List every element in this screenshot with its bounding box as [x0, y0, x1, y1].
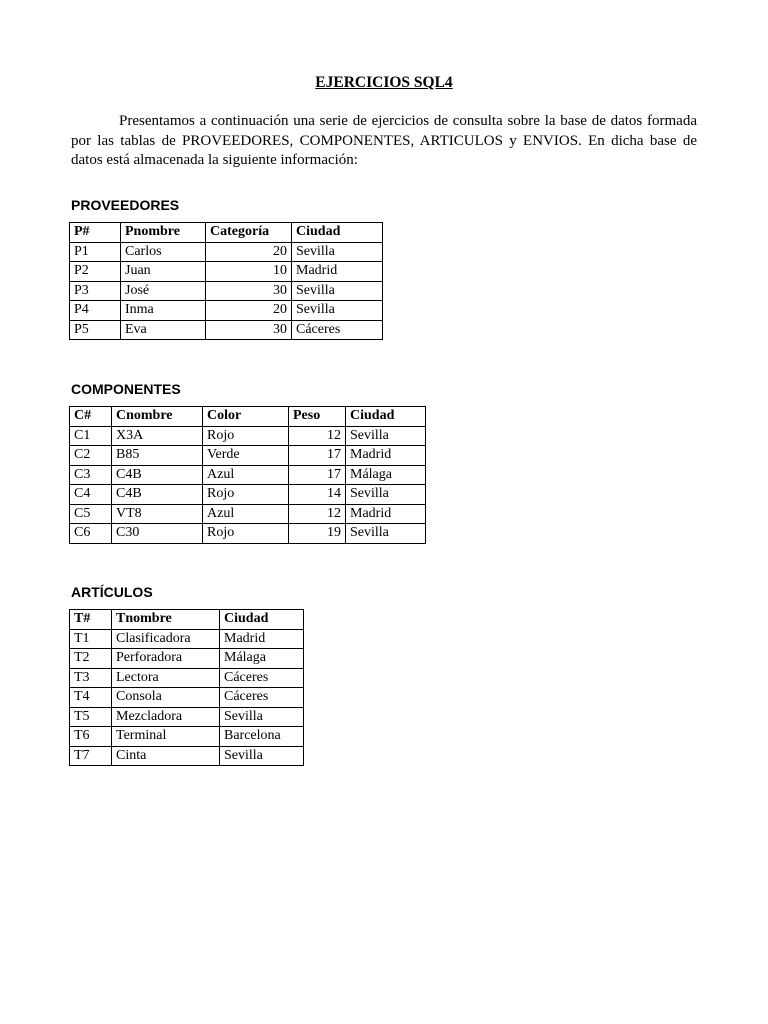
table-cell: Cinta: [112, 746, 220, 766]
table-cell: 17: [289, 446, 346, 466]
table-row: [70, 242, 383, 262]
table-row: [70, 629, 304, 649]
document-title: EJERCICIOS SQL4: [315, 74, 453, 91]
table-row: [70, 746, 304, 766]
table-cell: Rojo: [203, 485, 289, 505]
table-cell: Sevilla: [346, 524, 426, 544]
table-cell: T3: [70, 668, 112, 688]
table-row: [70, 301, 383, 321]
table-row: [70, 281, 383, 301]
table-cell: 12: [289, 426, 346, 446]
table-cell: Sevilla: [220, 707, 304, 727]
table-header-row: [70, 223, 383, 243]
table-cell: Madrid: [346, 446, 426, 466]
table-row: [70, 504, 426, 524]
table-row: [70, 649, 304, 669]
table-cell: P4: [70, 301, 121, 321]
table-cell: T4: [70, 688, 112, 708]
table-cell: P5: [70, 320, 121, 340]
table-cell: P3: [70, 281, 121, 301]
table-cell: Barcelona: [220, 727, 304, 747]
column-header: Tnombre: [112, 610, 220, 630]
table-cell: C4: [70, 485, 112, 505]
articulos-heading: ARTÍCULOS: [71, 584, 153, 600]
column-header: Peso: [289, 407, 346, 427]
column-header: Color: [203, 407, 289, 427]
articulos-table: [69, 609, 304, 766]
table-cell: Madrid: [220, 629, 304, 649]
table-cell: Madrid: [346, 504, 426, 524]
table-cell: 30: [206, 320, 292, 340]
componentes-table: [69, 406, 426, 544]
table-cell: 10: [206, 262, 292, 282]
table-row: [70, 688, 304, 708]
table-cell: T5: [70, 707, 112, 727]
column-header: Ciudad: [220, 610, 304, 630]
table-cell: Consola: [112, 688, 220, 708]
table-row: [70, 727, 304, 747]
table-cell: Eva: [121, 320, 206, 340]
column-header: P#: [70, 223, 121, 243]
table-cell: C4B: [112, 485, 203, 505]
table-cell: Perforadora: [112, 649, 220, 669]
table-cell: T1: [70, 629, 112, 649]
table-cell: 12: [289, 504, 346, 524]
table-row: [70, 668, 304, 688]
table-cell: Cáceres: [220, 688, 304, 708]
table-cell: C5: [70, 504, 112, 524]
table-cell: Cáceres: [292, 320, 383, 340]
table-cell: C6: [70, 524, 112, 544]
table-cell: T2: [70, 649, 112, 669]
table-cell: P1: [70, 242, 121, 262]
table-cell: Terminal: [112, 727, 220, 747]
table-cell: VT8: [112, 504, 203, 524]
table-cell: Lectora: [112, 668, 220, 688]
table-row: [70, 485, 426, 505]
column-header: C#: [70, 407, 112, 427]
table-cell: 14: [289, 485, 346, 505]
table-cell: Sevilla: [292, 281, 383, 301]
table-cell: C4B: [112, 465, 203, 485]
table-row: [70, 524, 426, 544]
column-header: Ciudad: [292, 223, 383, 243]
table-cell: X3A: [112, 426, 203, 446]
table-cell: Sevilla: [346, 485, 426, 505]
table-cell: T6: [70, 727, 112, 747]
column-header: T#: [70, 610, 112, 630]
table-cell: 30: [206, 281, 292, 301]
column-header: Pnombre: [121, 223, 206, 243]
table-cell: Málaga: [220, 649, 304, 669]
table-cell: 19: [289, 524, 346, 544]
table-cell: C2: [70, 446, 112, 466]
column-header: Categoría: [206, 223, 292, 243]
table-row: [70, 262, 383, 282]
table-cell: P2: [70, 262, 121, 282]
table-cell: Azul: [203, 504, 289, 524]
table-cell: Carlos: [121, 242, 206, 262]
table-cell: 17: [289, 465, 346, 485]
table-row: [70, 707, 304, 727]
proveedores-table: [69, 222, 383, 340]
proveedores-heading: PROVEEDORES: [71, 197, 180, 213]
table-cell: C1: [70, 426, 112, 446]
table-cell: T7: [70, 746, 112, 766]
table-row: [70, 465, 426, 485]
table-cell: 20: [206, 301, 292, 321]
table-cell: B85: [112, 446, 203, 466]
table-header-row: [70, 610, 304, 630]
column-header: Cnombre: [112, 407, 203, 427]
table-cell: Juan: [121, 262, 206, 282]
intro-paragraph: Presentamos a continuación una serie de ejercicios de consulta sobre la base de datos formada por las tablas de PROVEEDORES, COMPONENTES, ARTICULOS y ENVIOS. En dicha base de datos está almacenada la siguiente información:: [71, 113, 697, 168]
table-cell: Rojo: [203, 426, 289, 446]
table-cell: Verde: [203, 446, 289, 466]
table-cell: Sevilla: [220, 746, 304, 766]
table-cell: 20: [206, 242, 292, 262]
table-cell: Sevilla: [292, 301, 383, 321]
table-cell: Sevilla: [346, 426, 426, 446]
table-cell: Sevilla: [292, 242, 383, 262]
table-cell: Málaga: [346, 465, 426, 485]
table-cell: Inma: [121, 301, 206, 321]
table-cell: José: [121, 281, 206, 301]
table-row: [70, 446, 426, 466]
column-header: Ciudad: [346, 407, 426, 427]
table-header-row: [70, 407, 426, 427]
componentes-heading: COMPONENTES: [71, 381, 181, 397]
table-cell: Clasificadora: [112, 629, 220, 649]
table-row: [70, 320, 383, 340]
table-cell: Cáceres: [220, 668, 304, 688]
table-cell: Azul: [203, 465, 289, 485]
table-cell: C30: [112, 524, 203, 544]
table-cell: Rojo: [203, 524, 289, 544]
table-cell: Madrid: [292, 262, 383, 282]
table-cell: Mezcladora: [112, 707, 220, 727]
table-row: [70, 426, 426, 446]
table-cell: C3: [70, 465, 112, 485]
